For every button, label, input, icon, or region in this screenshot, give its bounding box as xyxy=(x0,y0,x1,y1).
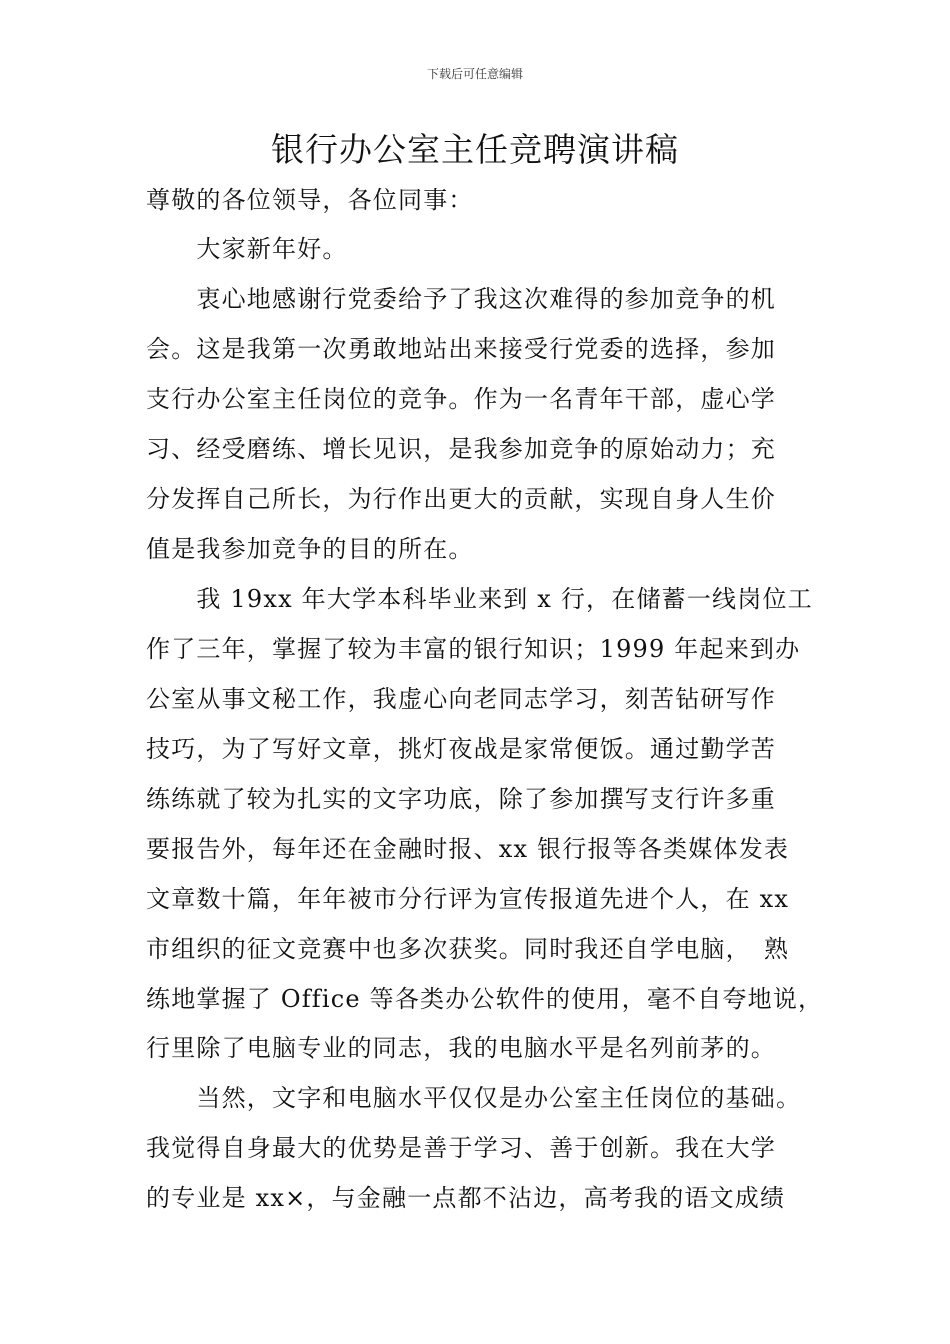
body-line: 要报告外，每年还在金融时报、xx 银行报等各类媒体发表 xyxy=(146,835,790,863)
header-note: 下载后可任意编辑 xyxy=(426,67,523,81)
body-line: 文章数十篇，年年被市分行评为宣传报道先进个人，在 xx xyxy=(146,885,790,913)
body-line: 尊敬的各位领导，各位同事： xyxy=(146,186,474,214)
body-line: 行里除了电脑专业的同志，我的电脑水平是名列前茅的。 xyxy=(146,1034,776,1062)
body-line: 当然，文字和电脑水平仅仅是办公室主任岗位的基础。 xyxy=(146,1084,802,1112)
body-line: 习、经受磨练、增长见识，是我参加竞争的原始动力；充 xyxy=(146,435,776,463)
body-line: 我 19xx 年大学本科毕业来到 x 行，在储蓄一线岗位工 xyxy=(146,585,813,613)
body-line: 支行办公室主任岗位的竞争。作为一名青年干部，虚心学 xyxy=(146,385,776,413)
body-line: 会。这是我第一次勇敢地站出来接受行党委的选择，参加 xyxy=(146,335,776,363)
body-line: 衷心地感谢行党委给予了我这次难得的参加竞争的机 xyxy=(146,285,776,313)
body-line: 练地掌握了 Office 等各类办公软件的使用，毫不自夸地说， xyxy=(146,985,824,1013)
body-line: 技巧，为了写好文章，挑灯夜战是家常便饭。通过勤学苦 xyxy=(146,735,776,763)
body-line: 作了三年，掌握了较为丰富的银行知识；1999 年起来到办 xyxy=(146,635,801,663)
body-line: 市组织的征文竞赛中也多次获奖。同时我还自学电脑， 熟 xyxy=(146,935,790,963)
body-line: 值是我参加竞争的目的所在。 xyxy=(146,535,474,563)
body-line: 大家新年好。 xyxy=(146,235,348,263)
body-line: 公室从事文秘工作，我虚心向老同志学习，刻苦钻研写作 xyxy=(146,685,776,713)
document-title: 银行办公室主任竞聘演讲稿 xyxy=(271,130,679,169)
body-line: 我觉得自身最大的优势是善于学习、善于创新。我在大学 xyxy=(146,1134,776,1162)
body-line: 分发挥自己所长，为行作出更大的贡献，实现自身人生价 xyxy=(146,485,776,513)
body-line: 练练就了较为扎实的文字功底，除了参加撰写支行许多重 xyxy=(146,785,776,813)
body-line: 的专业是 xx×，与金融一点都不沾边，高考我的语文成绩 xyxy=(146,1184,786,1212)
